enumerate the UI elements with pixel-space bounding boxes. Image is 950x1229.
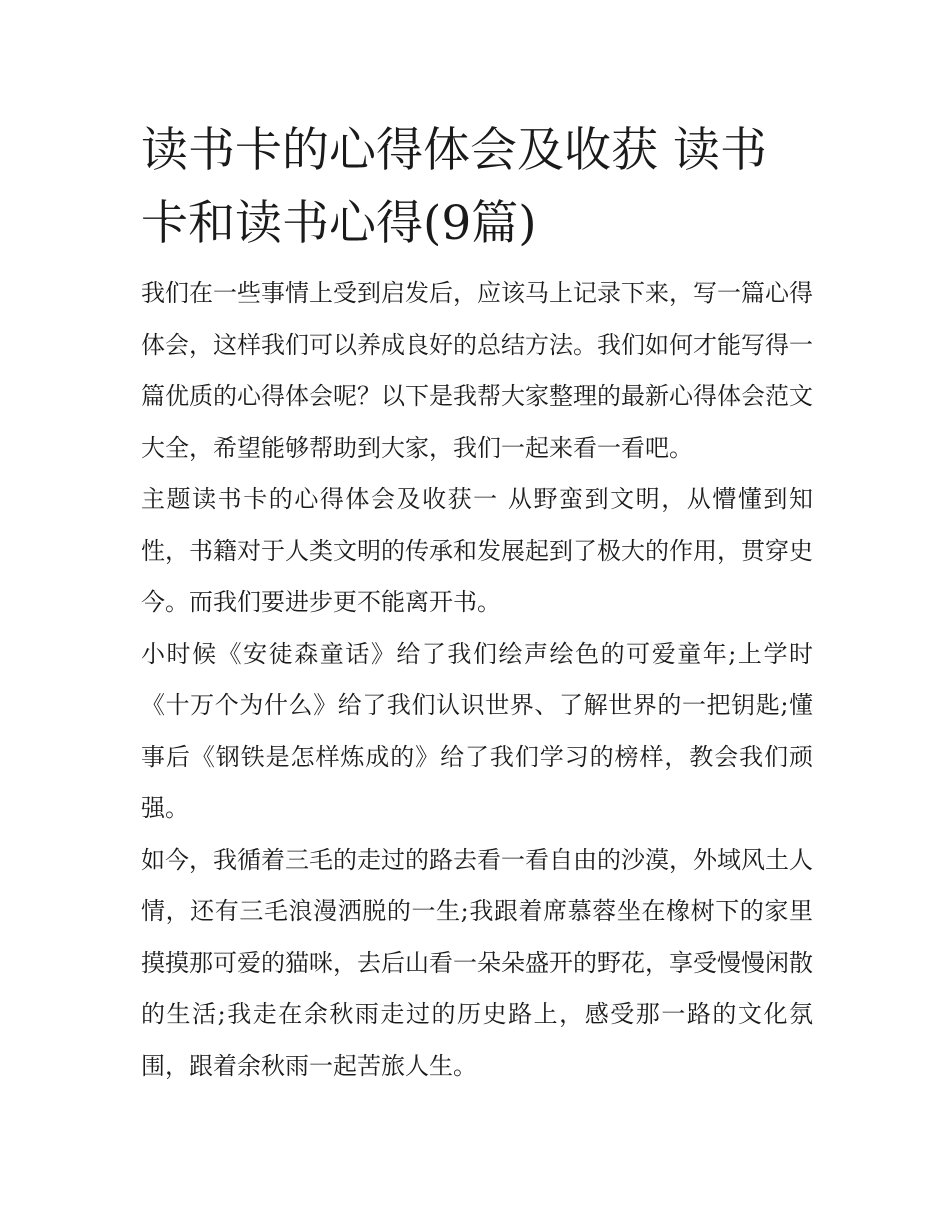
document-title: 读书卡的心得体会及收获 读书卡和读书心得(9篇) <box>141 123 767 251</box>
document-content <box>141 114 813 1092</box>
paragraph-reading-journeys: 如今，我循着三毛的走过的路去看一看自由的沙漠，外域风土人情，还有三毛浪漫洒脱的一生;我跟着席慕蓉坐在橡树下的家里摸摸那可爱的猫咪，去后山看一朵朵盛开的野花，享受慢慢闲散的生活;我走在余秋雨走过的历史路上，感受那一路的文化氛围，跟着余秋雨一起苦旅人生。 <box>141 845 813 1080</box>
paragraph-childhood-books: 小时候《安徒森童话》给了我们绘声绘色的可爱童年;上学时《十万个为什么》给了我们认识世界、了解世界的一把钥匙;懂事后《钢铁是怎样炼成的》给了我们学习的榜样，教会我们顽强。 <box>141 639 813 822</box>
paragraph-topic-one: 主题读书卡的心得体会及收获一 从野蛮到文明，从懵懂到知性，书籍对于人类文明的传承和发展起到了极大的作用，贯穿史今。而我们要进步更不能离开书。 <box>141 485 813 616</box>
paragraph-intro: 我们在一些事情上受到启发后，应该马上记录下来，写一篇心得体会，这样我们可以养成良好的总结方法。我们如何才能写得一篇优质的心得体会呢？以下是我帮大家整理的最新心得体会范文大全，希望能够帮助到大家，我们一起来看一看吧。 <box>141 279 813 462</box>
document-body <box>141 268 813 1092</box>
